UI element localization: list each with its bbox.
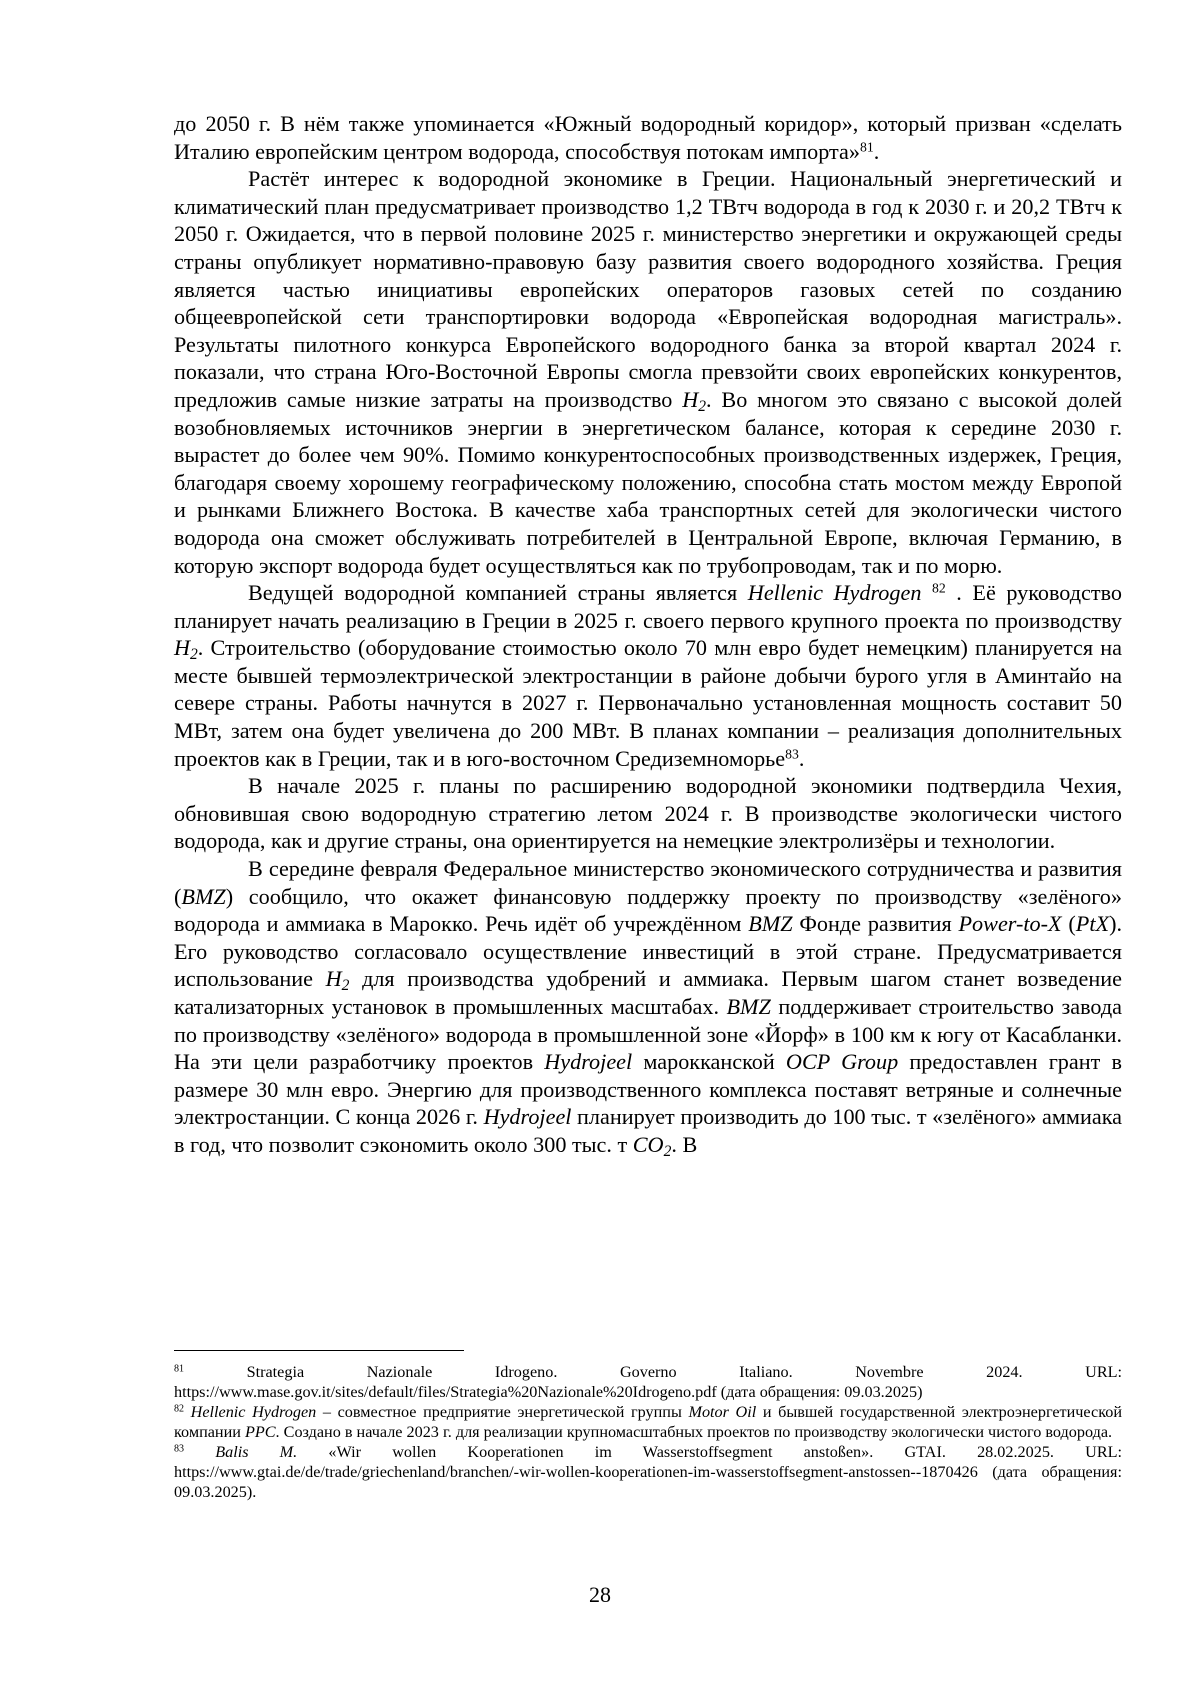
body-text	[174, 110, 1122, 1159]
italic-text: H	[325, 966, 342, 992]
text-run: .	[873, 138, 880, 164]
italic-text: Hellenic Hydrogen	[747, 580, 922, 606]
text-run: планирует производить до 100 тыс. т «зелёного» аммиака в год, что позволит сэкономить около 300 тыс. т	[174, 1104, 1122, 1157]
italic-text: H	[682, 386, 699, 412]
italic-text: Balis M.	[215, 1443, 298, 1461]
text-run	[921, 580, 932, 605]
italic-text: OCP Group	[785, 1049, 899, 1075]
text-run: для производства удобрений и аммиака. Первым шагом станет возведение катализаторных установок в промышленных масштабах.	[174, 966, 1122, 1019]
italic-text: PtX	[1075, 911, 1110, 937]
text-run: . Её руководство планирует начать реализацию в Греции в 2025 г. своего первого крупного проекта по производству	[174, 580, 1123, 633]
italic-text: CO	[632, 1131, 664, 1157]
footnote-83	[174, 1442, 1122, 1502]
text-run: Фонде развития	[792, 911, 959, 937]
paragraph	[174, 579, 1122, 772]
text-run: до 2050 г. В нём также упоминается «Южный водородный коридор», который призван «сделать Италию европейским центром водорода, способствуя потокам импорта»	[174, 111, 1122, 164]
italic-text: Motor Oil	[688, 1403, 757, 1421]
text-run: . Строительство (оборудование стоимостью около 70 млн евро будет немецким) планируется на месте бывшей термоэлектрической электростанции в районе добычи бурого угля в Аминтайо на севере страны. Работы начнутся в 2027 г. Первоначально установленная мощность составит 50 МВт, затем она будет увеличена до 200 МВт. В планах компании – реализация дополнительных проектов как в Греции, так и в юго-восточном Средиземноморье	[174, 635, 1122, 771]
text-run: Растёт интерес к водородной экономике в Греции. Национальный энергетический и климатический план предусматривает производство 1,2 ТВтч водорода в год к 2030 г. и 20,2 ТВтч к 2050 г. Ожидается, что в первой половине 2025 г. министерство энергетики и окружающей среды страны опубликует нормативно-правовую базу развития своего водородного хозяйства. Греция является частью инициативы европейских операторов газовых сетей по созданию общеевропейской сети транспортировки водорода «Европейская водородная магистраль». Результаты пилотного конкурса Европейского водородного банка за второй квартал 2024 г. показали, что страна Юго-Восточной Европы смогла превзойти своих европейских конкурентов, предложив самые низкие затраты на производство	[174, 166, 1122, 412]
italic-text: BMZ	[726, 994, 771, 1019]
italic-text: Hellenic Hydrogen	[190, 1403, 317, 1421]
text-run	[184, 1403, 191, 1421]
text-run: – совместное предприятие энергетической группы	[316, 1403, 689, 1421]
text-run: ). Его руководство согласовало осуществление инвестиций в этой стране. Предусматривается использование	[174, 911, 1123, 992]
text-run: . Создано в начале 2023 г. для реализации крупномасштабных проектов по производству экологически чистого водорода.	[275, 1423, 1113, 1441]
italic-text: BMZ	[181, 883, 226, 909]
italic-text: Hydrojeel	[544, 1049, 633, 1075]
subscript: 2	[190, 646, 198, 664]
italic-text: BMZ	[748, 911, 793, 937]
footnote-81-url: https://www.mase.gov.it/sites/default/files/Strategia%20Nazionale%20Idrogeno.pdf (дата обращения: 09.03.2025)	[174, 1383, 923, 1401]
footnotes	[174, 1362, 1122, 1502]
italic-text: PPC	[244, 1423, 276, 1441]
text-run: и бывшей государственной электроэнергетической компании	[174, 1403, 1123, 1441]
subscript: 2	[698, 397, 707, 415]
footnote-81-number: 81	[174, 1363, 185, 1375]
subscript: 2	[341, 977, 350, 995]
footnote-81-line-1	[174, 1362, 1122, 1382]
italic-text: Power-to-X	[958, 911, 1062, 937]
footnote-ref: 82	[931, 580, 946, 596]
text-run: .	[798, 745, 805, 771]
text-run: В середине февраля Федеральное министерство экономического сотрудничества и развития (	[174, 856, 1122, 909]
text-run: марокканской	[632, 1049, 786, 1075]
text-run: Ведущей водородной компанией страны является	[248, 580, 748, 606]
page-number: 28	[589, 1582, 611, 1607]
paragraph	[174, 855, 1122, 1159]
footnote-81	[174, 1362, 1122, 1402]
footnote-ref: 82	[174, 1403, 185, 1415]
text-run: «Wir wollen Kooperationen im Wasserstoffsegment anstoßen». GTAI. 28.02.2025. URL: https://www.gtai.de/de/trade/griechenland/branchen/-wir-wollen-kooperationen-im-wasserstoffsegment-anstossen--1870426 (дата обращения: 09.03.2025).	[174, 1443, 1123, 1501]
footnote-ref: 81	[859, 139, 874, 155]
footnote-separator	[174, 1350, 464, 1351]
italic-text: Hydrojeel	[483, 1104, 572, 1130]
text-run: (	[1061, 911, 1076, 937]
footnote-81-citation: Strategia Nazionale Idrogeno. Governo Italiano. Novembre 2024. URL:	[246, 1363, 1122, 1381]
paragraph	[174, 110, 1122, 165]
footnote-ref: 83	[785, 746, 799, 762]
text-run: поддерживает строительство завода по производству «зелёного» водорода в промышленной зоне «Йорф» в 100 км к югу от Касабланки. На эти цели разработчику проектов	[174, 994, 1122, 1075]
text-run: . Во многом это связано с высокой долей возобновляемых источников энергии в энергетическом балансе, которая к середине 2030 г. вырастет до более чем 90%. Помимо конкурентоспособных производственных издержек, Греция, благодаря своему хорошему географическому положению, способна стать мостом между Европой и рынками Ближнего Востока. В качестве хаба транспортных сетей для экологически чистого водорода она сможет обслуживать потребителей в Центральной Европе, включая Германию, в которую экспорт водорода будет осуществляться как по трубопроводам, так и по морю.	[174, 386, 1122, 578]
italic-text: H	[174, 635, 191, 661]
footnote-ref: 83	[174, 1443, 185, 1455]
subscript: 2	[663, 1142, 672, 1160]
paragraph	[174, 165, 1122, 579]
text-run: предоставлен грант в размере 30 млн евро. Энергию для производственного комплекса поставят ветряные и солнечные электростанции. С конца 2026 г.	[174, 1049, 1122, 1130]
footnote-82	[174, 1402, 1122, 1442]
text-run	[184, 1443, 215, 1461]
text-run: В начале 2025 г. планы по расширению водородной экономики подтвердила Чехия, обновившая свою водородную стратегию летом 2024 г. В производстве экологически чистого водорода, как и другие страны, она ориентируется на немецкие электролизёры и технологии.	[174, 773, 1122, 854]
text-run: . В	[671, 1131, 698, 1157]
text-run: ) сообщило, что окажет финансовую поддержку проекту по производству «зелёного» водорода и аммиака в Марокко. Речь идёт об учреждённом	[174, 883, 1122, 937]
paragraph	[174, 772, 1122, 855]
